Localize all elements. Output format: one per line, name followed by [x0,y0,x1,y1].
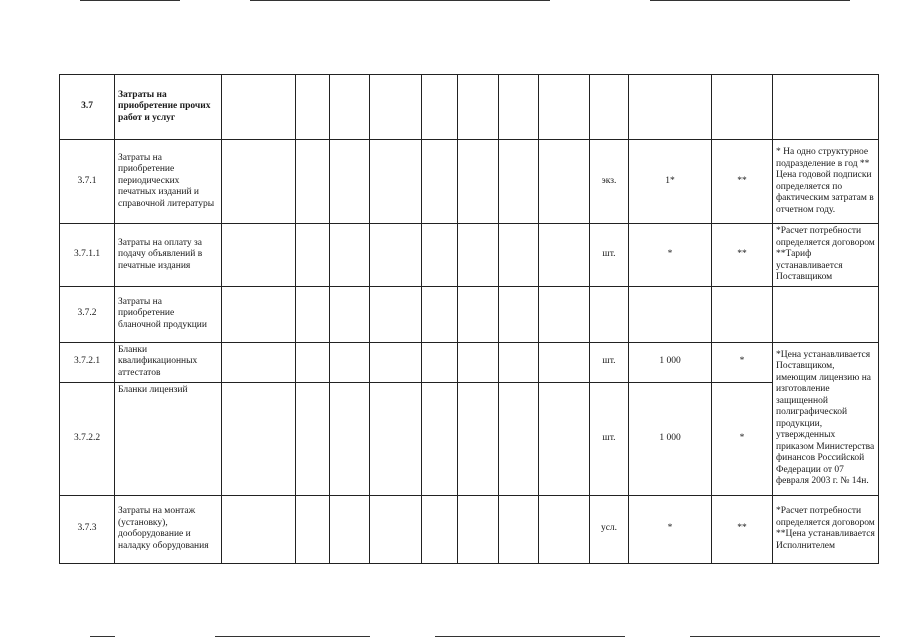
empty-cell [370,495,422,563]
price-cell [712,75,773,140]
table-row [60,382,879,495]
quantity-cell: 1* [629,140,712,224]
empty-cell [330,140,370,224]
table-row [60,342,879,382]
empty-cell [330,495,370,563]
empty-cell [539,286,590,342]
empty-cell [222,495,296,563]
note-cell: *Расчет потребности определяется договором **Тариф устанавливается Поставщиком [773,224,879,287]
quantity-cell: * [629,224,712,287]
note-cell: *Расчет потребности определяется договором **Цена устанавливается Исполнителем [773,495,879,563]
item-name: Затраты на монтаж (установку), дооборудование и наладку оборудования [115,495,222,563]
empty-cell [539,495,590,563]
empty-cell [370,286,422,342]
empty-cell [296,382,330,495]
empty-cell [422,342,458,382]
empty-cell [499,140,539,224]
empty-cell [422,75,458,140]
top-edge-rule [80,0,180,1]
empty-cell [296,224,330,287]
unit-cell: шт. [590,224,629,287]
quantity-cell: * [629,495,712,563]
unit-cell [590,286,629,342]
item-name: Затраты на приобретение периодических печатных изданий и справочной литературы [115,140,222,224]
top-edge-rule [250,0,550,1]
unit-cell: шт. [590,382,629,495]
empty-cell [330,286,370,342]
empty-cell [370,342,422,382]
price-cell: ** [712,495,773,563]
empty-cell [458,382,499,495]
empty-cell [458,495,499,563]
top-edge-rule [650,0,850,1]
empty-cell [330,342,370,382]
empty-cell [499,495,539,563]
price-cell: * [712,342,773,382]
empty-cell [222,342,296,382]
bottom-edge-rule [90,636,115,637]
empty-cell [499,75,539,140]
empty-cell [422,495,458,563]
empty-cell [499,382,539,495]
empty-cell [458,286,499,342]
empty-cell [422,382,458,495]
empty-cell [296,75,330,140]
quantity-cell: 1 000 [629,382,712,495]
note-cell: * На одно структурное подразделение в год ** Цена годовой подписки определяется по фактическим затратам в отчетном году. [773,140,879,224]
table-row [60,224,879,287]
empty-cell [296,495,330,563]
empty-cell [539,342,590,382]
table-row [60,286,879,342]
unit-cell [590,75,629,140]
price-cell: ** [712,224,773,287]
note-cell [773,286,879,342]
empty-cell [330,224,370,287]
empty-cell [370,140,422,224]
empty-cell [222,382,296,495]
item-code: 3.7.1.1 [60,224,115,287]
empty-cell [458,342,499,382]
item-code: 3.7 [60,75,115,140]
empty-cell [422,224,458,287]
empty-cell [458,224,499,287]
item-code: 3.7.2 [60,286,115,342]
empty-cell [222,140,296,224]
empty-cell [330,75,370,140]
item-name: Бланки лицензий [115,382,222,495]
price-cell [712,286,773,342]
empty-cell [539,224,590,287]
item-code: 3.7.1 [60,140,115,224]
price-cell: * [712,382,773,495]
unit-cell: шт. [590,342,629,382]
item-name: Затраты на приобретение бланочной продукции [115,286,222,342]
item-name: Бланки квалификационных аттестатов [115,342,222,382]
note-cell [773,75,879,140]
quantity-cell [629,286,712,342]
note-cell: *Цена устанавливается Поставщиком, имеющим лицензию на изготовление защищенной полиграфической продукции, утвержденных приказом Министерства финансов Российской Федерации от 07 февраля 2003 г. № 14н. [773,342,879,495]
empty-cell [539,382,590,495]
price-cell: ** [712,140,773,224]
item-code: 3.7.2.1 [60,342,115,382]
bottom-edge-rule [435,636,625,637]
bottom-edge-rule [690,636,880,637]
empty-cell [370,224,422,287]
empty-cell [499,286,539,342]
unit-cell: усл. [590,495,629,563]
cost-table [59,74,879,564]
quantity-cell [629,75,712,140]
empty-cell [539,140,590,224]
empty-cell [330,382,370,495]
empty-cell [458,75,499,140]
empty-cell [422,286,458,342]
unit-cell: экз. [590,140,629,224]
quantity-cell: 1 000 [629,342,712,382]
empty-cell [539,75,590,140]
bottom-edge-rule [215,636,370,637]
item-name: Затраты на приобретение прочих работ и услуг [115,75,222,140]
item-name: Затраты на оплату за подачу объявлений в печатные издания [115,224,222,287]
empty-cell [296,140,330,224]
empty-cell [422,140,458,224]
table-row [60,75,879,140]
empty-cell [370,382,422,495]
empty-cell [370,75,422,140]
empty-cell [222,224,296,287]
empty-cell [296,342,330,382]
table-row [60,495,879,563]
empty-cell [222,75,296,140]
empty-cell [296,286,330,342]
empty-cell [499,224,539,287]
table-row [60,140,879,224]
item-code: 3.7.3 [60,495,115,563]
empty-cell [222,286,296,342]
empty-cell [458,140,499,224]
item-code: 3.7.2.2 [60,382,115,495]
empty-cell [499,342,539,382]
